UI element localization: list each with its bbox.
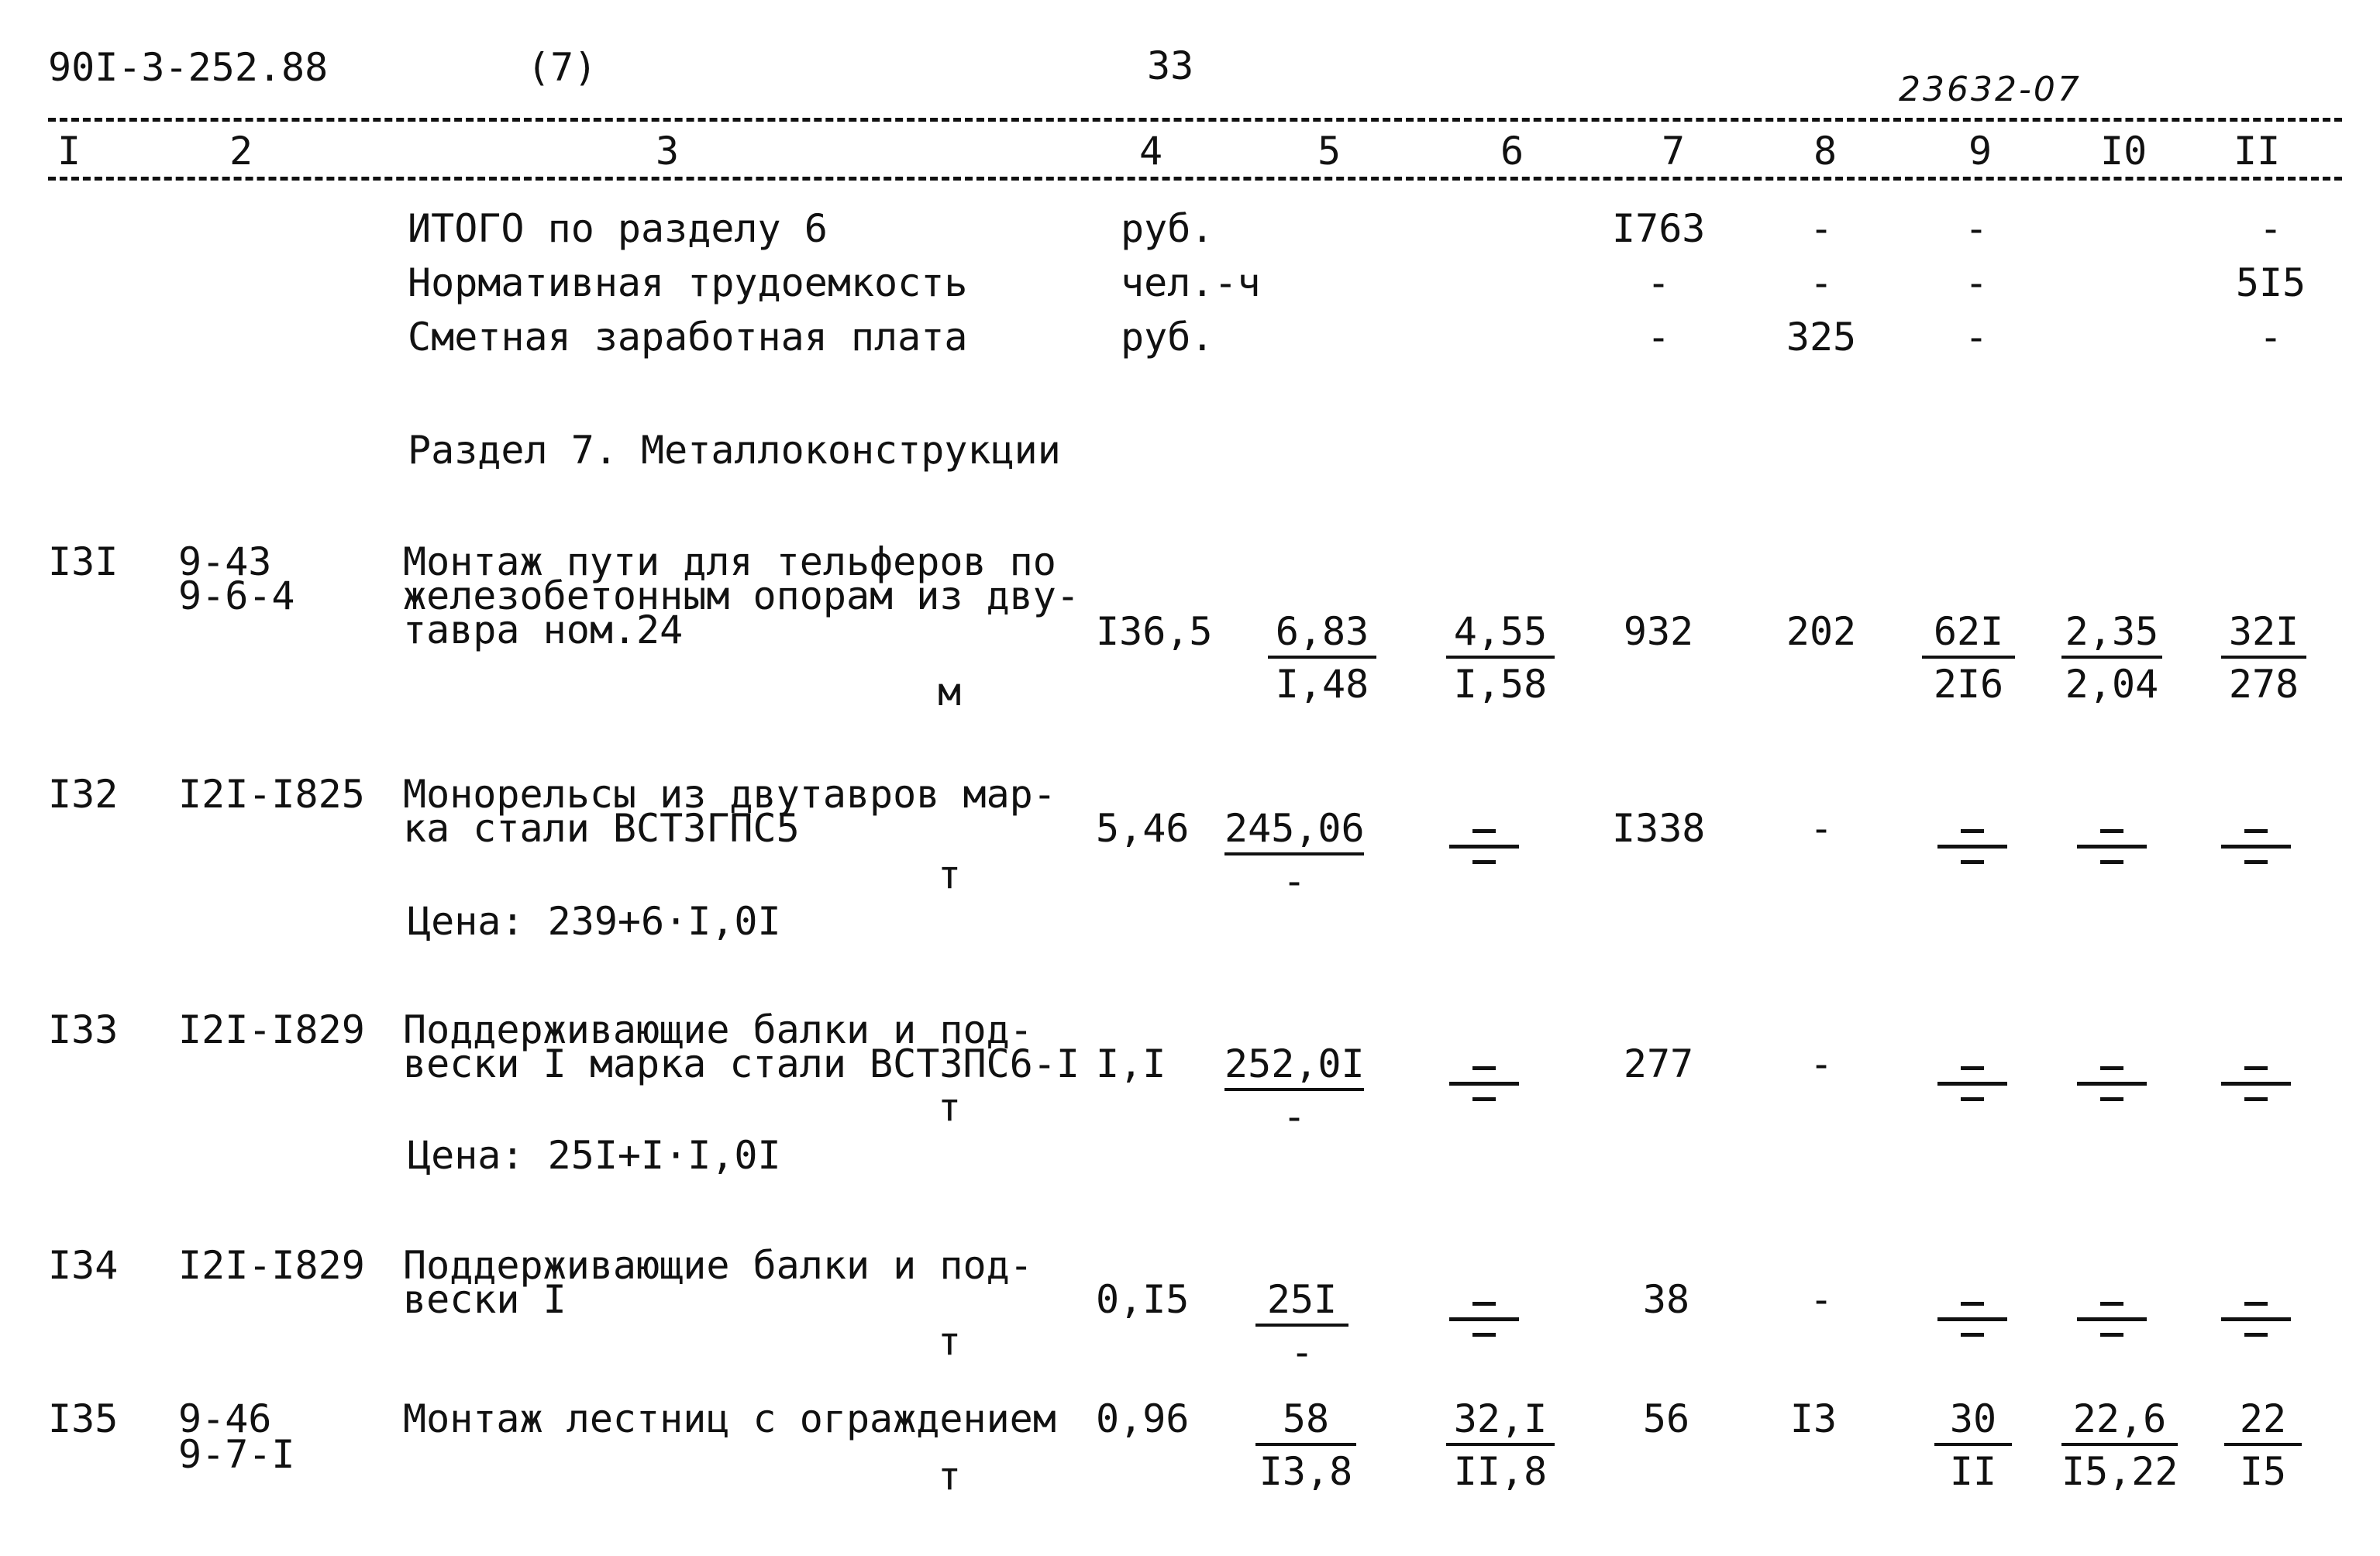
row-price-formula: Цена: 25I+I·I,0I <box>408 1133 781 1178</box>
handwritten-number: 23632-07 <box>1899 70 2082 109</box>
totals-label: ИТОГО по разделу 6 <box>408 206 828 251</box>
totals-unit: руб. <box>1121 206 1214 251</box>
wages-col7: - <box>1646 315 1671 360</box>
column-header-8: 8 <box>1813 129 1838 174</box>
totals-col7: I763 <box>1612 206 1706 251</box>
col10-dash-fraction <box>2077 1302 2147 1337</box>
page-number: 33 <box>1147 43 1194 88</box>
totals-col11: - <box>2258 206 2283 251</box>
row-number: I34 <box>48 1243 119 1288</box>
labor-col7: - <box>1646 260 1671 305</box>
col6-denominator: I,58 <box>1453 662 1548 707</box>
col11-dash-fraction <box>2221 829 2291 865</box>
row-description-line1: Монтаж пути для тельферов по <box>403 539 1056 584</box>
col9-dash-fraction <box>1937 829 2007 865</box>
section-title: Раздел 7. Металлоконструкции <box>408 428 1061 473</box>
col6-dash-fraction <box>1449 1066 1519 1102</box>
row-number: I32 <box>48 772 119 817</box>
column-header-3: 3 <box>656 129 680 174</box>
row-col11-fraction <box>2224 1396 2302 1494</box>
row-col5-fraction <box>1268 609 1376 707</box>
col5-numerator: 245,06 <box>1224 809 1364 855</box>
column-header-4: 4 <box>1139 129 1163 174</box>
row-col10-fraction <box>2061 1396 2179 1494</box>
column-header-9: 9 <box>1968 129 1993 174</box>
row-col11-fraction <box>2221 609 2306 707</box>
col10-denominator: I5,22 <box>2061 1449 2179 1494</box>
col11-dash-fraction <box>2221 1066 2291 1102</box>
header-rule-bottom <box>48 177 2342 181</box>
row-col6-fraction <box>1446 609 1555 707</box>
row-unit: т <box>938 852 962 897</box>
row-description-line1: Поддерживающие балки и под- <box>403 1243 1033 1288</box>
wages-col8: 325 <box>1786 315 1857 360</box>
column-header-5: 5 <box>1317 129 1342 174</box>
row-number: I35 <box>48 1396 119 1441</box>
column-header-10: I0 <box>2100 129 2148 174</box>
row-description-line1: Монорельсы из двутавров мар- <box>403 772 1056 817</box>
row-unit: т <box>938 1085 962 1130</box>
col9-denominator: 2I6 <box>1933 662 2004 707</box>
col10-numerator: 2,35 <box>2061 612 2162 659</box>
section-mark: (7) <box>527 45 598 90</box>
row-description-line2: вески I <box>403 1277 567 1322</box>
wages-col9: - <box>1964 315 1989 360</box>
row-col8: - <box>1809 806 1834 851</box>
row-quantity: I,I <box>1096 1041 1166 1086</box>
row-col7: 56 <box>1642 1396 1690 1441</box>
row-col8: I3 <box>1789 1396 1838 1441</box>
col6-numerator: 4,55 <box>1446 612 1555 659</box>
col5-denominator: - <box>1290 1330 1314 1375</box>
col11-numerator: 22 <box>2224 1399 2302 1446</box>
column-header-11: II <box>2234 129 2281 174</box>
row-quantity: 0,96 <box>1096 1396 1190 1441</box>
col5-denominator: - <box>1282 859 1307 904</box>
row-description-line2: вески I марка стали ВСТ3ПС6-I <box>403 1041 1080 1086</box>
col6-dash-fraction <box>1449 829 1519 865</box>
wages-label: Сметная заработная плата <box>408 315 968 360</box>
col6-dash-fraction <box>1449 1302 1519 1337</box>
col10-numerator: 22,6 <box>2061 1399 2178 1446</box>
row-col6-fraction <box>1446 1396 1555 1494</box>
row-code: I2I-I829 <box>178 1243 365 1288</box>
row-col5-fraction <box>1224 806 1365 904</box>
col5-denominator: - <box>1282 1094 1307 1139</box>
row-description-line1: Монтаж лестниц с ограждением <box>403 1396 1056 1441</box>
row-code-secondary: 9-7-I <box>178 1432 295 1477</box>
row-description-line2: ка стали ВСТ3ГПС5 <box>403 806 800 851</box>
wages-col11: - <box>2258 315 2283 360</box>
row-description-line1: Поддерживающие балки и под- <box>403 1007 1033 1052</box>
row-quantity: I36,5 <box>1096 609 1213 654</box>
document-code: 90I-3-252.88 <box>48 45 329 90</box>
col9-dash-fraction <box>1937 1066 2007 1102</box>
labor-label: Нормативная трудоемкость <box>408 260 968 305</box>
row-code: I2I-I829 <box>178 1007 365 1052</box>
col5-denominator: I,48 <box>1275 662 1369 707</box>
row-col7: 932 <box>1623 609 1694 654</box>
col10-dash-fraction <box>2077 1066 2147 1102</box>
row-quantity: 0,I5 <box>1096 1277 1190 1322</box>
row-col5-fraction <box>1255 1277 1348 1375</box>
col5-numerator: 58 <box>1255 1399 1356 1446</box>
row-number: I33 <box>48 1007 119 1052</box>
row-quantity: 5,46 <box>1096 806 1190 851</box>
row-col7: I338 <box>1612 806 1706 851</box>
totals-col8: - <box>1809 206 1834 251</box>
row-col10-fraction <box>2061 609 2162 707</box>
col9-dash-fraction <box>1937 1302 2007 1337</box>
row-description-line3: тавра ном.24 <box>403 608 684 652</box>
col9-numerator: 62I <box>1922 612 2015 659</box>
col10-denominator: 2,04 <box>2065 662 2159 707</box>
row-unit: т <box>938 1454 962 1499</box>
row-col7: 277 <box>1623 1041 1694 1086</box>
row-col8: - <box>1809 1041 1834 1086</box>
row-price-formula: Цена: 239+6·I,0I <box>408 899 781 944</box>
wages-unit: руб. <box>1121 315 1214 360</box>
col9-denominator: II <box>1949 1449 1997 1494</box>
row-code: I2I-I825 <box>178 772 365 817</box>
row-col9-fraction <box>1934 1396 2012 1494</box>
row-col5-fraction <box>1255 1396 1356 1494</box>
row-code: 9-46 <box>178 1396 272 1441</box>
col6-numerator: 32,I <box>1446 1399 1555 1446</box>
col11-numerator: 32I <box>2221 612 2306 659</box>
col11-dash-fraction <box>2221 1302 2291 1337</box>
labor-col11: 5I5 <box>2235 260 2306 305</box>
row-col7: 38 <box>1642 1277 1690 1322</box>
col6-denominator: II,8 <box>1453 1449 1548 1494</box>
row-col5-fraction <box>1224 1041 1365 1139</box>
row-col9-fraction <box>1922 609 2015 707</box>
row-description-line2: железобетонным опорам из дву- <box>403 573 1080 618</box>
col11-denominator: 278 <box>2228 662 2299 707</box>
row-unit: м <box>938 670 962 714</box>
row-code: 9-43 <box>178 539 272 584</box>
labor-unit: чел.-ч <box>1121 260 1261 305</box>
column-header-7: 7 <box>1662 129 1686 174</box>
column-header-6: 6 <box>1500 129 1524 174</box>
labor-col8: - <box>1809 260 1834 305</box>
row-col8: - <box>1809 1277 1834 1322</box>
column-header-2: 2 <box>229 129 253 174</box>
col11-denominator: I5 <box>2239 1449 2287 1494</box>
row-code-secondary: 9-6-4 <box>178 573 295 618</box>
col5-numerator: 6,83 <box>1268 612 1376 659</box>
row-number: I3I <box>48 539 119 584</box>
totals-col9: - <box>1964 206 1989 251</box>
row-col8: 202 <box>1786 609 1857 654</box>
header-rule-top <box>48 118 2342 122</box>
column-header-1: I <box>57 129 81 174</box>
col5-denominator: I3,8 <box>1259 1449 1353 1494</box>
col10-dash-fraction <box>2077 829 2147 865</box>
col5-numerator: 252,0I <box>1224 1045 1364 1091</box>
col9-numerator: 30 <box>1934 1399 2012 1446</box>
row-unit: т <box>938 1319 962 1364</box>
col5-numerator: 25I <box>1255 1280 1348 1327</box>
labor-col9: - <box>1964 260 1989 305</box>
